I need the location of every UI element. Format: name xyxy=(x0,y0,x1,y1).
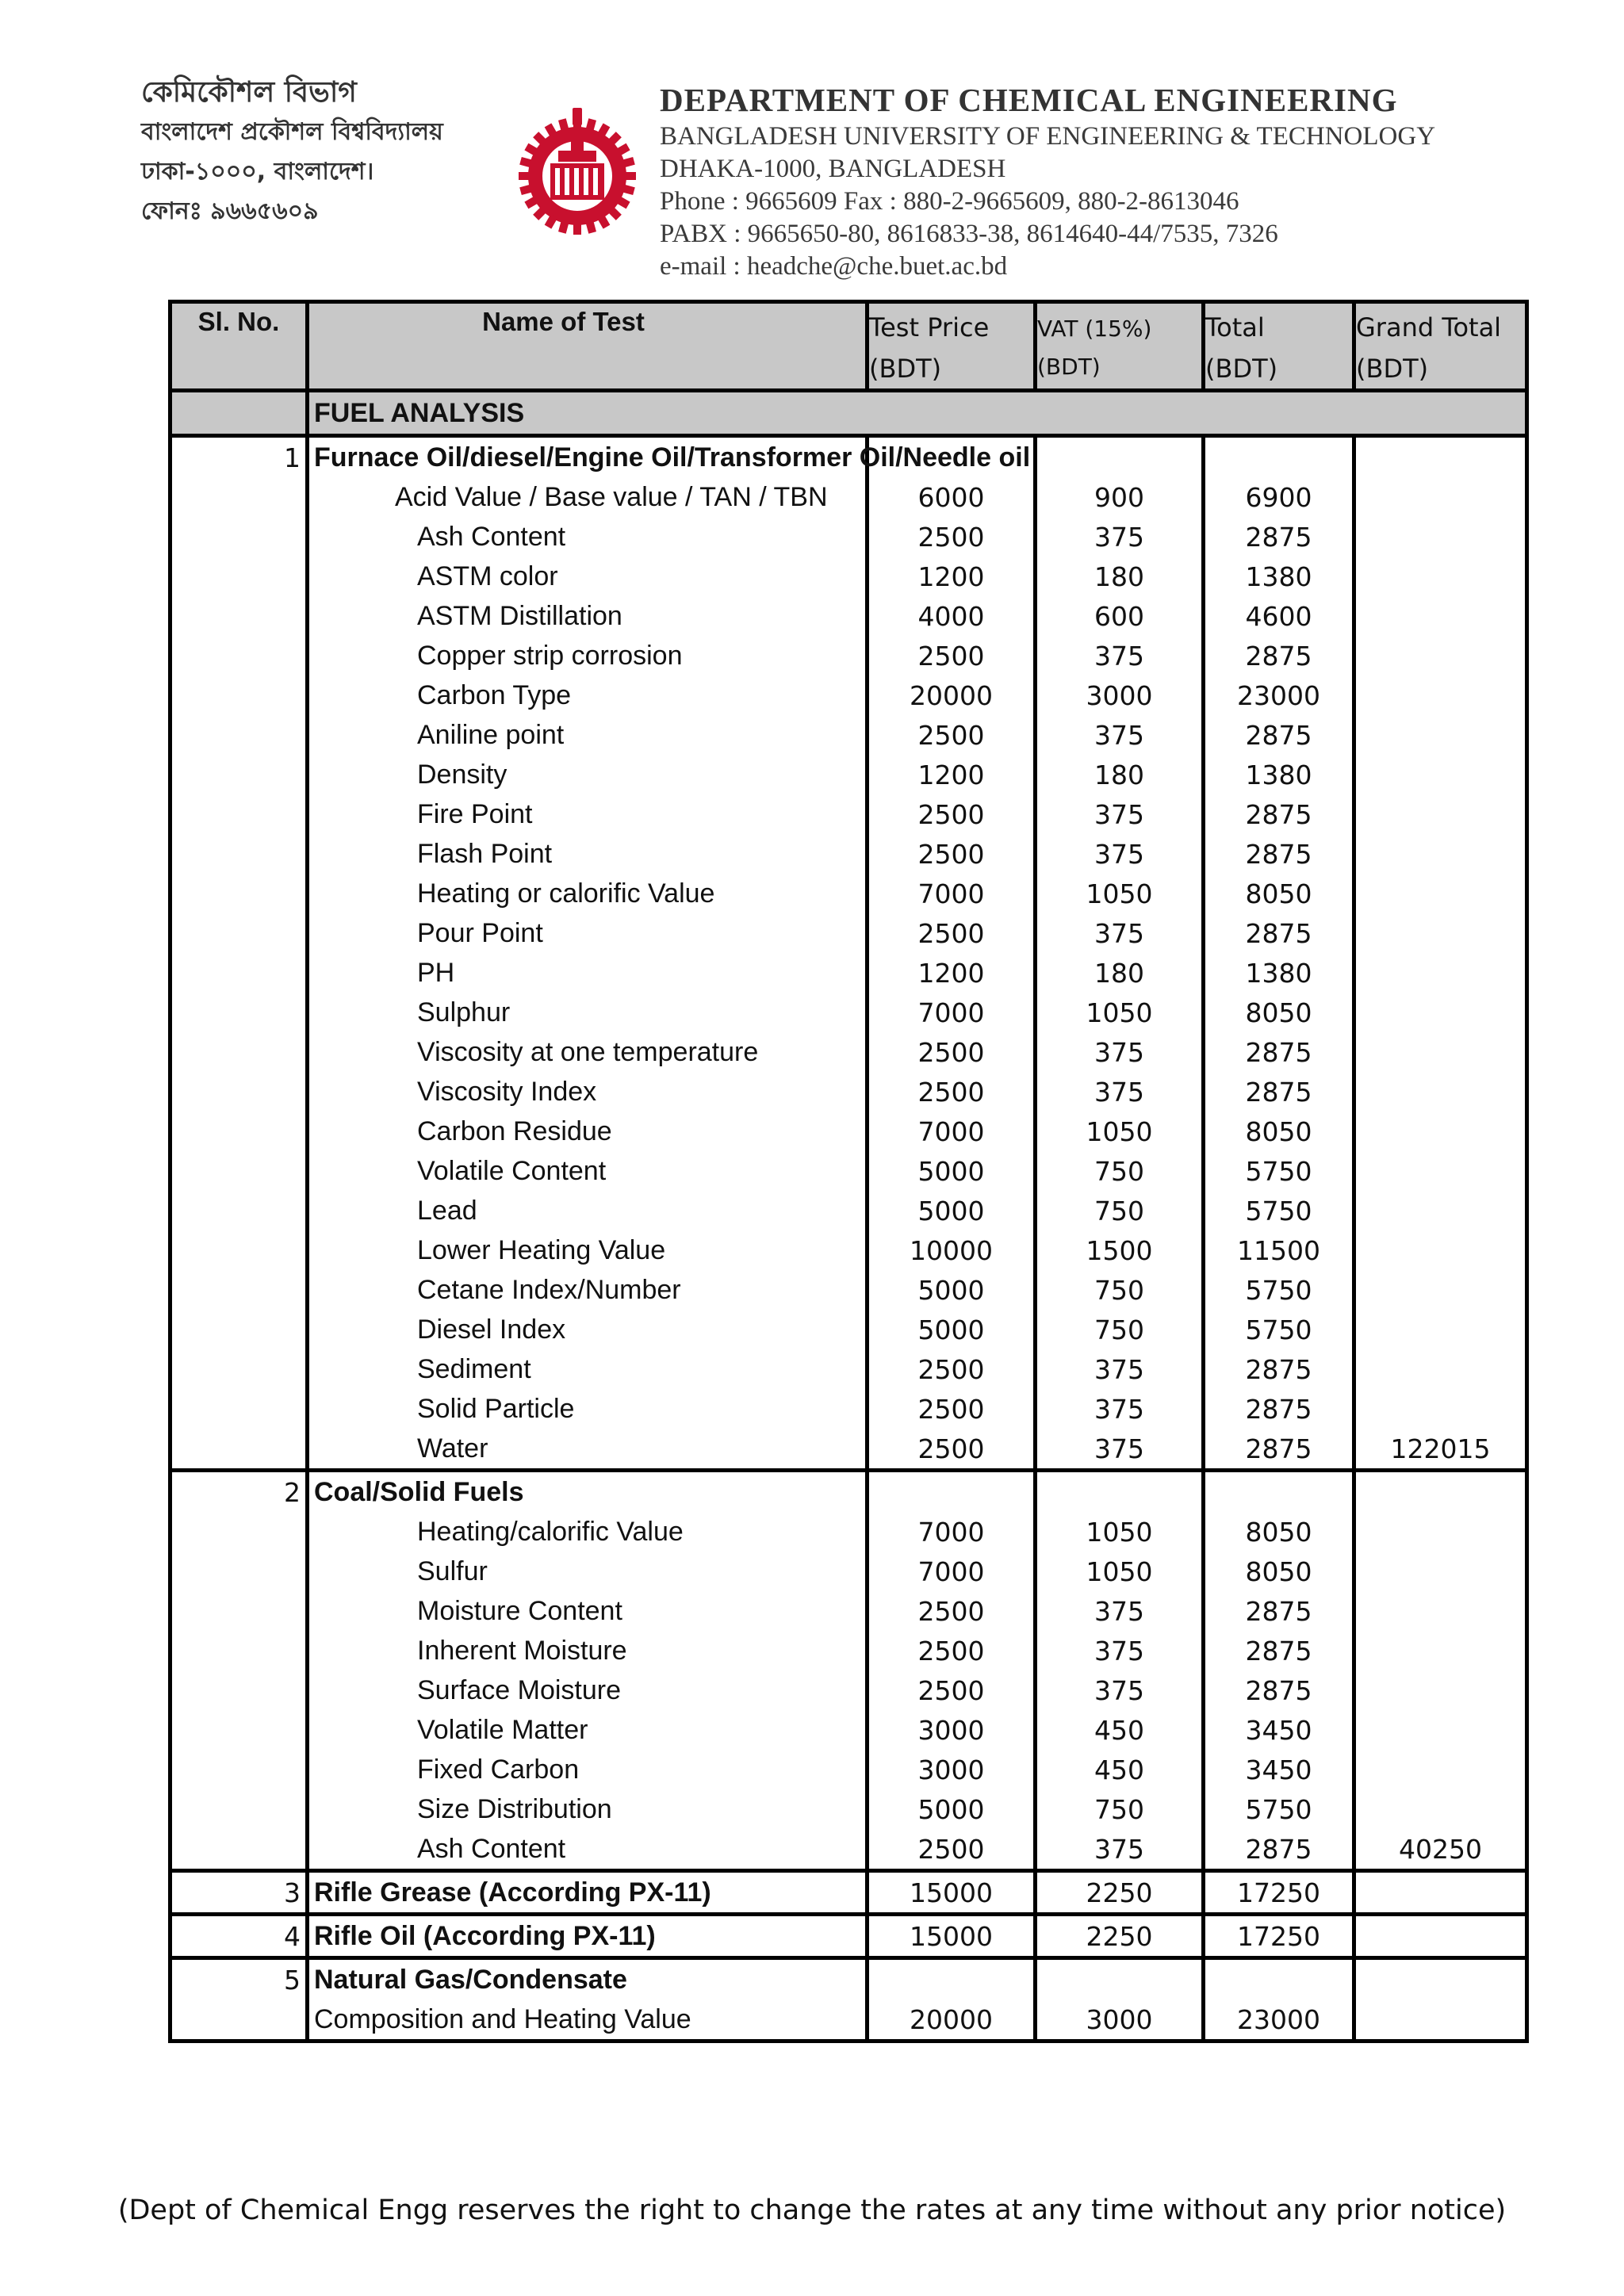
total-amount: 1380 xyxy=(1205,557,1356,596)
total-amount: 1380 xyxy=(1205,953,1356,993)
vat-amount: 180 xyxy=(1037,755,1205,794)
test-name: Sulfur xyxy=(309,1552,869,1591)
test-name: Lower Heating Value xyxy=(309,1230,869,1270)
total-amount: 2875 xyxy=(1205,1032,1356,1072)
group-title: Furnace Oil/diesel/Engine Oil/Transformer Oil/Needle oil xyxy=(309,438,869,477)
group-title: Natural Gas/Condensate xyxy=(309,1960,869,1999)
total-amount: 8050 xyxy=(1205,1552,1356,1591)
header-grand-total xyxy=(1356,304,1525,388)
group-title-row xyxy=(172,1468,1525,1512)
bangla-dept-name: কেমিকৌশল বিভাগ xyxy=(141,76,357,109)
test-name: Volatile Matter xyxy=(309,1710,869,1750)
total-amount: 2875 xyxy=(1205,794,1356,834)
test-name: Acid Value / Base value / TAN / TBN xyxy=(309,477,869,517)
table-row xyxy=(172,1072,1525,1112)
bangla-university-name: বাংলাদেশ প্রকৌশল বিশ্ববিদ্যালয় xyxy=(141,118,443,146)
test-price: 2500 xyxy=(869,1591,1037,1631)
vat-amount: 2250 xyxy=(1037,1873,1205,1912)
footer-note: (Dept of Chemical Engg reserves the right to change the rates at any time without any prior notice) xyxy=(117,2195,1507,2226)
vat-amount: 375 xyxy=(1037,834,1205,874)
table-row xyxy=(172,596,1525,636)
header-vat-line2: (BDT) xyxy=(1037,353,1101,380)
vat-amount: 375 xyxy=(1037,517,1205,557)
test-price: 2500 xyxy=(869,1829,1037,1869)
section-row-fuel-analysis xyxy=(172,388,1525,438)
vat-amount: 375 xyxy=(1037,794,1205,834)
vat-amount: 375 xyxy=(1037,1349,1205,1389)
test-name: Sediment xyxy=(309,1349,869,1389)
group-title: Rifle Grease (According PX-11) xyxy=(309,1873,869,1912)
vat-amount: 180 xyxy=(1037,953,1205,993)
total-amount: 5750 xyxy=(1205,1310,1356,1349)
header-test-price-line1: Test Price xyxy=(869,312,990,342)
vat-amount: 375 xyxy=(1037,1829,1205,1869)
header-vat xyxy=(1037,304,1205,388)
test-price: 7000 xyxy=(869,993,1037,1032)
test-price: 2500 xyxy=(869,1389,1037,1429)
total-amount: 23000 xyxy=(1205,1999,1356,2039)
total-amount: 5750 xyxy=(1205,1191,1356,1230)
test-price: 5000 xyxy=(869,1789,1037,1829)
table-row xyxy=(172,1429,1525,1468)
header-total xyxy=(1205,304,1356,388)
grand-total: 122015 xyxy=(1390,1433,1491,1464)
total-amount: 3450 xyxy=(1205,1750,1356,1789)
vat-amount: 450 xyxy=(1037,1750,1205,1789)
test-price: 20000 xyxy=(869,675,1037,715)
total-amount: 5750 xyxy=(1205,1151,1356,1191)
total-amount: 2875 xyxy=(1205,1389,1356,1429)
test-name: Heating or calorific Value xyxy=(309,874,869,913)
vat-amount: 375 xyxy=(1037,636,1205,675)
table-row xyxy=(172,1151,1525,1191)
total-amount: 2875 xyxy=(1205,1829,1356,1869)
test-name: Aniline point xyxy=(309,715,869,755)
test-price: 2500 xyxy=(869,794,1037,834)
vat-amount: 375 xyxy=(1037,1072,1205,1112)
test-price: 2500 xyxy=(869,913,1037,953)
total-amount: 1380 xyxy=(1205,755,1356,794)
test-price: 2500 xyxy=(869,517,1037,557)
test-name: Cetane Index/Number xyxy=(309,1270,869,1310)
table-row xyxy=(172,675,1525,715)
vat-amount: 1050 xyxy=(1037,874,1205,913)
rate-table xyxy=(168,300,1529,2043)
vat-amount: 375 xyxy=(1037,1032,1205,1072)
vat-amount: 375 xyxy=(1037,715,1205,755)
vat-amount: 900 xyxy=(1037,477,1205,517)
test-price: 1200 xyxy=(869,557,1037,596)
total-amount: 8050 xyxy=(1205,1112,1356,1151)
table-row xyxy=(172,1591,1525,1631)
test-price: 3000 xyxy=(869,1710,1037,1750)
table-row xyxy=(172,874,1525,913)
test-price: 7000 xyxy=(869,1512,1037,1552)
vat-amount: 1500 xyxy=(1037,1230,1205,1270)
test-price: 6000 xyxy=(869,477,1037,517)
test-price: 2500 xyxy=(869,1072,1037,1112)
department-title: DEPARTMENT OF CHEMICAL ENGINEERING xyxy=(660,82,1398,118)
table-row xyxy=(172,1191,1525,1230)
test-price: 1200 xyxy=(869,755,1037,794)
test-price: 7000 xyxy=(869,874,1037,913)
test-name: Fire Point xyxy=(309,794,869,834)
table-row xyxy=(172,1631,1525,1670)
test-price: 2500 xyxy=(869,1429,1037,1468)
total-amount: 4600 xyxy=(1205,596,1356,636)
table-row xyxy=(172,1270,1525,1310)
bangla-phone: ফোনঃ ৯৬৬৫৬০৯ xyxy=(141,197,319,225)
table-header-row xyxy=(172,304,1525,388)
vat-amount: 750 xyxy=(1037,1151,1205,1191)
vat-amount: 600 xyxy=(1037,596,1205,636)
total-amount: 2875 xyxy=(1205,517,1356,557)
table-row xyxy=(172,953,1525,993)
vat-amount: 375 xyxy=(1037,1429,1205,1468)
total-amount: 2875 xyxy=(1205,913,1356,953)
table-row xyxy=(172,834,1525,874)
table-row xyxy=(172,1112,1525,1151)
vat-amount: 3000 xyxy=(1037,1999,1205,2039)
test-price: 5000 xyxy=(869,1270,1037,1310)
vat-amount: 375 xyxy=(1037,1631,1205,1670)
vat-amount: 1050 xyxy=(1037,1512,1205,1552)
table-row xyxy=(172,517,1525,557)
test-name: PH xyxy=(309,953,869,993)
test-price: 2500 xyxy=(869,636,1037,675)
total-amount: 2875 xyxy=(1205,715,1356,755)
total-amount: 17250 xyxy=(1205,1916,1356,1956)
total-amount: 2875 xyxy=(1205,1670,1356,1710)
test-name: Composition and Heating Value xyxy=(309,1999,869,2039)
group-title: Rifle Oil (According PX-11) xyxy=(309,1916,869,1956)
table-row xyxy=(172,1829,1525,1869)
test-name: Heating/calorific Value xyxy=(309,1512,869,1552)
test-price: 15000 xyxy=(869,1873,1037,1912)
test-price: 5000 xyxy=(869,1310,1037,1349)
header-grand-total-line2: (BDT) xyxy=(1356,353,1429,384)
vat-amount: 375 xyxy=(1037,1389,1205,1429)
phone-fax: Phone : 9665609 Fax : 880-2-9665609, 880-2-8613046 xyxy=(660,187,1239,216)
test-price: 1200 xyxy=(869,953,1037,993)
test-price: 7000 xyxy=(869,1112,1037,1151)
serial-number: 4 xyxy=(172,1916,309,1956)
test-name: Diesel Index xyxy=(309,1310,869,1349)
header-vat-line1: VAT (15%) xyxy=(1037,315,1152,342)
table-row xyxy=(172,1230,1525,1270)
test-price: 2500 xyxy=(869,1349,1037,1389)
serial-number: 1 xyxy=(172,438,309,477)
test-price: 2500 xyxy=(869,834,1037,874)
email: e-mail : headche@che.buet.ac.bd xyxy=(660,252,1008,281)
total-amount: 2875 xyxy=(1205,1072,1356,1112)
test-name: Density xyxy=(309,755,869,794)
table-row xyxy=(172,636,1525,675)
test-price: 2500 xyxy=(869,1032,1037,1072)
test-name: Viscosity Index xyxy=(309,1072,869,1112)
total-amount: 2875 xyxy=(1205,636,1356,675)
total-amount: 8050 xyxy=(1205,874,1356,913)
group-title-row xyxy=(172,1956,1525,1999)
test-price: 4000 xyxy=(869,596,1037,636)
header-total-line1: Total xyxy=(1205,312,1265,342)
table-row xyxy=(172,1389,1525,1429)
test-name: Water xyxy=(309,1429,869,1468)
english-letterhead xyxy=(660,79,1572,283)
header-test-price-line2: (BDT) xyxy=(869,353,942,384)
total-amount: 2875 xyxy=(1205,1591,1356,1631)
table-row xyxy=(172,794,1525,834)
total-amount: 5750 xyxy=(1205,1789,1356,1829)
test-price: 10000 xyxy=(869,1230,1037,1270)
test-price: 2500 xyxy=(869,1670,1037,1710)
test-name: Surface Moisture xyxy=(309,1670,869,1710)
bangla-letterhead xyxy=(141,73,490,232)
vat-amount: 450 xyxy=(1037,1710,1205,1750)
table-row xyxy=(172,1512,1525,1552)
test-name: Ash Content xyxy=(309,517,869,557)
vat-amount: 1050 xyxy=(1037,993,1205,1032)
bangla-address: ঢাকা-১০০০, বাংলাদেশ। xyxy=(141,158,374,186)
section-title: FUEL ANALYSIS xyxy=(314,397,525,428)
total-amount: 17250 xyxy=(1205,1873,1356,1912)
test-name: Carbon Residue xyxy=(309,1112,869,1151)
test-name: ASTM Distillation xyxy=(309,596,869,636)
vat-amount: 750 xyxy=(1037,1191,1205,1230)
test-price: 2500 xyxy=(869,715,1037,755)
vat-amount: 180 xyxy=(1037,557,1205,596)
vat-amount: 2250 xyxy=(1037,1916,1205,1956)
serial-number: 3 xyxy=(172,1873,309,1912)
university-name: BANGLADESH UNIVERSITY OF ENGINEERING & TECHNOLOGY xyxy=(660,122,1436,151)
vat-amount: 1050 xyxy=(1037,1112,1205,1151)
test-name: Solid Particle xyxy=(309,1389,869,1429)
vat-amount: 375 xyxy=(1037,913,1205,953)
test-price: 7000 xyxy=(869,1552,1037,1591)
test-price: 15000 xyxy=(869,1916,1037,1956)
vat-amount: 3000 xyxy=(1037,675,1205,715)
table-row xyxy=(172,1349,1525,1389)
buet-logo-icon xyxy=(506,105,649,247)
total-amount: 5750 xyxy=(1205,1270,1356,1310)
table-row xyxy=(172,1710,1525,1750)
test-name: Viscosity at one temperature xyxy=(309,1032,869,1072)
table-row xyxy=(172,557,1525,596)
test-name: Carbon Type xyxy=(309,675,869,715)
vat-amount: 375 xyxy=(1037,1591,1205,1631)
table-row xyxy=(172,1032,1525,1072)
group-single-row xyxy=(172,1869,1525,1912)
test-name: Ash Content xyxy=(309,1829,869,1869)
header-grand-total-line1: Grand Total xyxy=(1356,312,1502,342)
header-test-price xyxy=(869,304,1037,388)
total-amount: 2875 xyxy=(1205,1631,1356,1670)
table-row xyxy=(172,913,1525,953)
group-title-row xyxy=(172,438,1525,477)
vat-amount: 750 xyxy=(1037,1270,1205,1310)
test-name: Flash Point xyxy=(309,834,869,874)
header-total-line2: (BDT) xyxy=(1205,353,1278,384)
total-amount: 11500 xyxy=(1205,1230,1356,1270)
table-row xyxy=(172,1789,1525,1829)
table-body xyxy=(172,438,1525,2039)
test-price: 20000 xyxy=(869,1999,1037,2039)
table-row xyxy=(172,1552,1525,1591)
vat-amount: 1050 xyxy=(1037,1552,1205,1591)
header-name-of-test: Name of Test xyxy=(309,304,869,388)
test-name: Moisture Content xyxy=(309,1591,869,1631)
total-amount: 3450 xyxy=(1205,1710,1356,1750)
header-sl-no: Sl. No. xyxy=(172,304,309,388)
test-name: ASTM color xyxy=(309,557,869,596)
test-name: Size Distribution xyxy=(309,1789,869,1829)
total-amount: 8050 xyxy=(1205,1512,1356,1552)
vat-amount: 750 xyxy=(1037,1310,1205,1349)
vat-amount: 375 xyxy=(1037,1670,1205,1710)
address: DHAKA-1000, BANGLADESH xyxy=(660,155,1006,183)
serial-number: 5 xyxy=(172,1960,309,1999)
total-amount: 2875 xyxy=(1205,1349,1356,1389)
test-price: 2500 xyxy=(869,1631,1037,1670)
serial-number: 2 xyxy=(172,1472,309,1512)
table-row xyxy=(172,1670,1525,1710)
test-price: 5000 xyxy=(869,1151,1037,1191)
total-amount: 6900 xyxy=(1205,477,1356,517)
test-price: 3000 xyxy=(869,1750,1037,1789)
group-title: Coal/Solid Fuels xyxy=(309,1472,869,1512)
test-name: Volatile Content xyxy=(309,1151,869,1191)
table-row xyxy=(172,1999,1525,2039)
table-row xyxy=(172,715,1525,755)
table-row xyxy=(172,1750,1525,1789)
test-name: Pour Point xyxy=(309,913,869,953)
table-row xyxy=(172,477,1525,517)
group-single-row xyxy=(172,1912,1525,1956)
grand-total: 40250 xyxy=(1399,1833,1482,1865)
table-row xyxy=(172,993,1525,1032)
test-price: 5000 xyxy=(869,1191,1037,1230)
vat-amount: 750 xyxy=(1037,1789,1205,1829)
table-row xyxy=(172,1310,1525,1349)
total-amount: 2875 xyxy=(1205,1429,1356,1468)
test-name: Sulphur xyxy=(309,993,869,1032)
test-name: Copper strip corrosion xyxy=(309,636,869,675)
test-name: Lead xyxy=(309,1191,869,1230)
test-name: Inherent Moisture xyxy=(309,1631,869,1670)
test-name: Fixed Carbon xyxy=(309,1750,869,1789)
table-row xyxy=(172,755,1525,794)
total-amount: 2875 xyxy=(1205,834,1356,874)
total-amount: 23000 xyxy=(1205,675,1356,715)
total-amount: 8050 xyxy=(1205,993,1356,1032)
pabx: PABX : 9665650-80, 8616833-38, 8614640-44/7535, 7326 xyxy=(660,220,1278,248)
